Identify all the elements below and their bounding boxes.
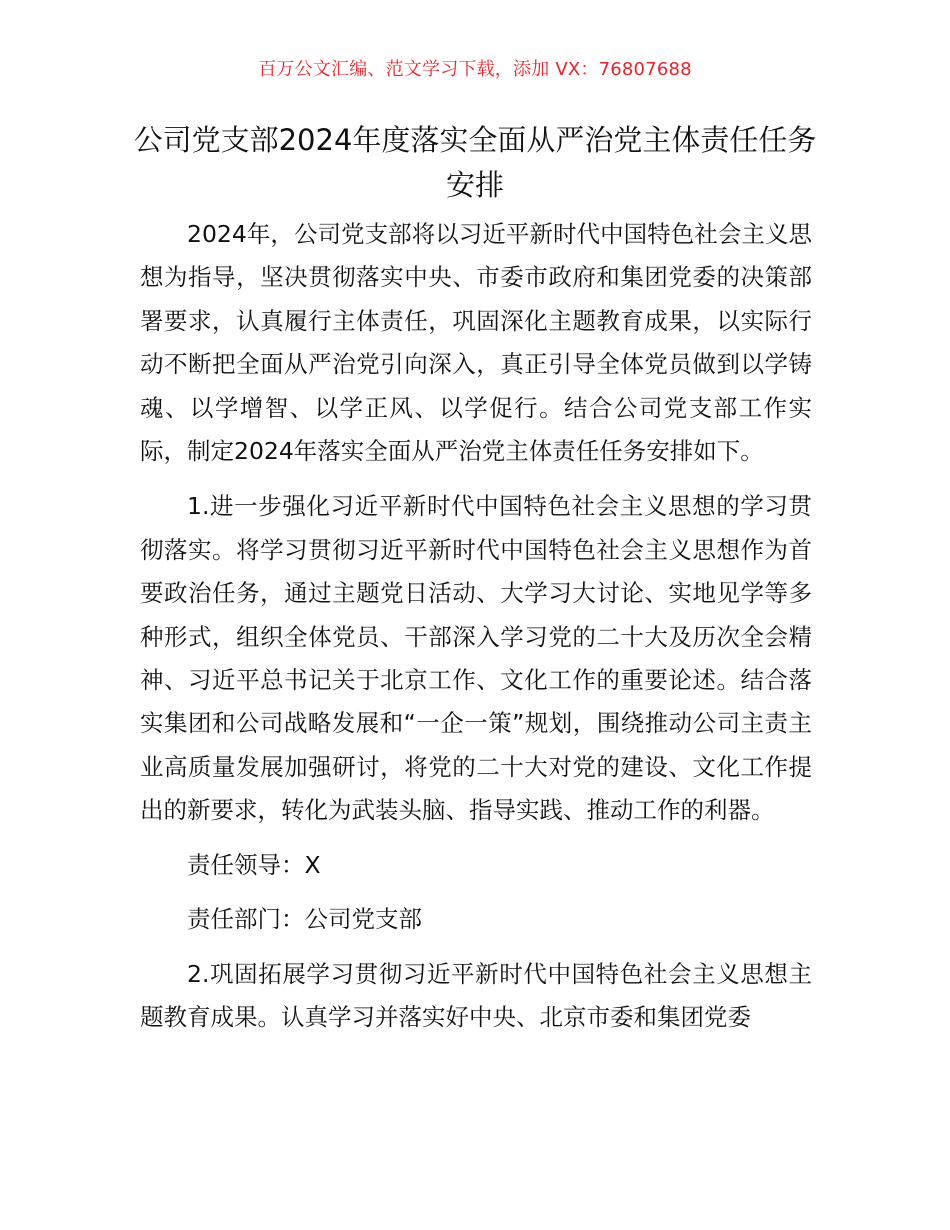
document-body <box>140 213 812 1039</box>
watermark-banner: 百万公文汇编、范文学习下载，添加 VX：76807688 <box>258 59 692 80</box>
page-title: 公司党支部2024年度落实全面从严治党主体责任任务安排 <box>133 123 817 202</box>
task-item-1-department: 责任部门：公司党支部 <box>187 905 422 934</box>
task-item-1-paragraph: 1.进一步强化习近平新时代中国特色社会主义思想的学习贯彻落实。将学习贯彻习近平新时代中国特色社会主义思想作为首要政治任务，通过主题党日活动、大学习大讨论、实地见学等多种形式，组织全体党员、干部深入学习党的二十大及历次全会精神、习近平总书记关于北京工作、文化工作的重要论述。结合落实集团和公司战略发展和“一企一策”规划，围绕推动公司主责主业高质量发展加强研讨，将党的二十大对党的建设、文化工作提出的新要求，转化为武装头脑、指导实践、推动工作的利器。 <box>140 492 812 825</box>
intro-paragraph: 2024年，公司党支部将以习近平新时代中国特色社会主义思想为指导，坚决贯彻落实中央、市委市政府和集团党委的决策部署要求，认真履行主体责任，巩固深化主题教育成果，以实际行动不断把全面从严治党引向深入，真正引导全体党员做到以学铸魂、以学增智、以学正风、以学促行。结合公司党支部工作实际，制定2024年落实全面从严治党主体责任任务安排如下。 <box>140 220 812 466</box>
task-item-1-leader: 责任领导：X <box>187 850 321 879</box>
task-item-2-paragraph: 2.巩固拓展学习贯彻习近平新时代中国特色社会主义思想主题教育成果。认真学习并落实好中央、北京市委和集团党委 <box>140 959 812 1031</box>
